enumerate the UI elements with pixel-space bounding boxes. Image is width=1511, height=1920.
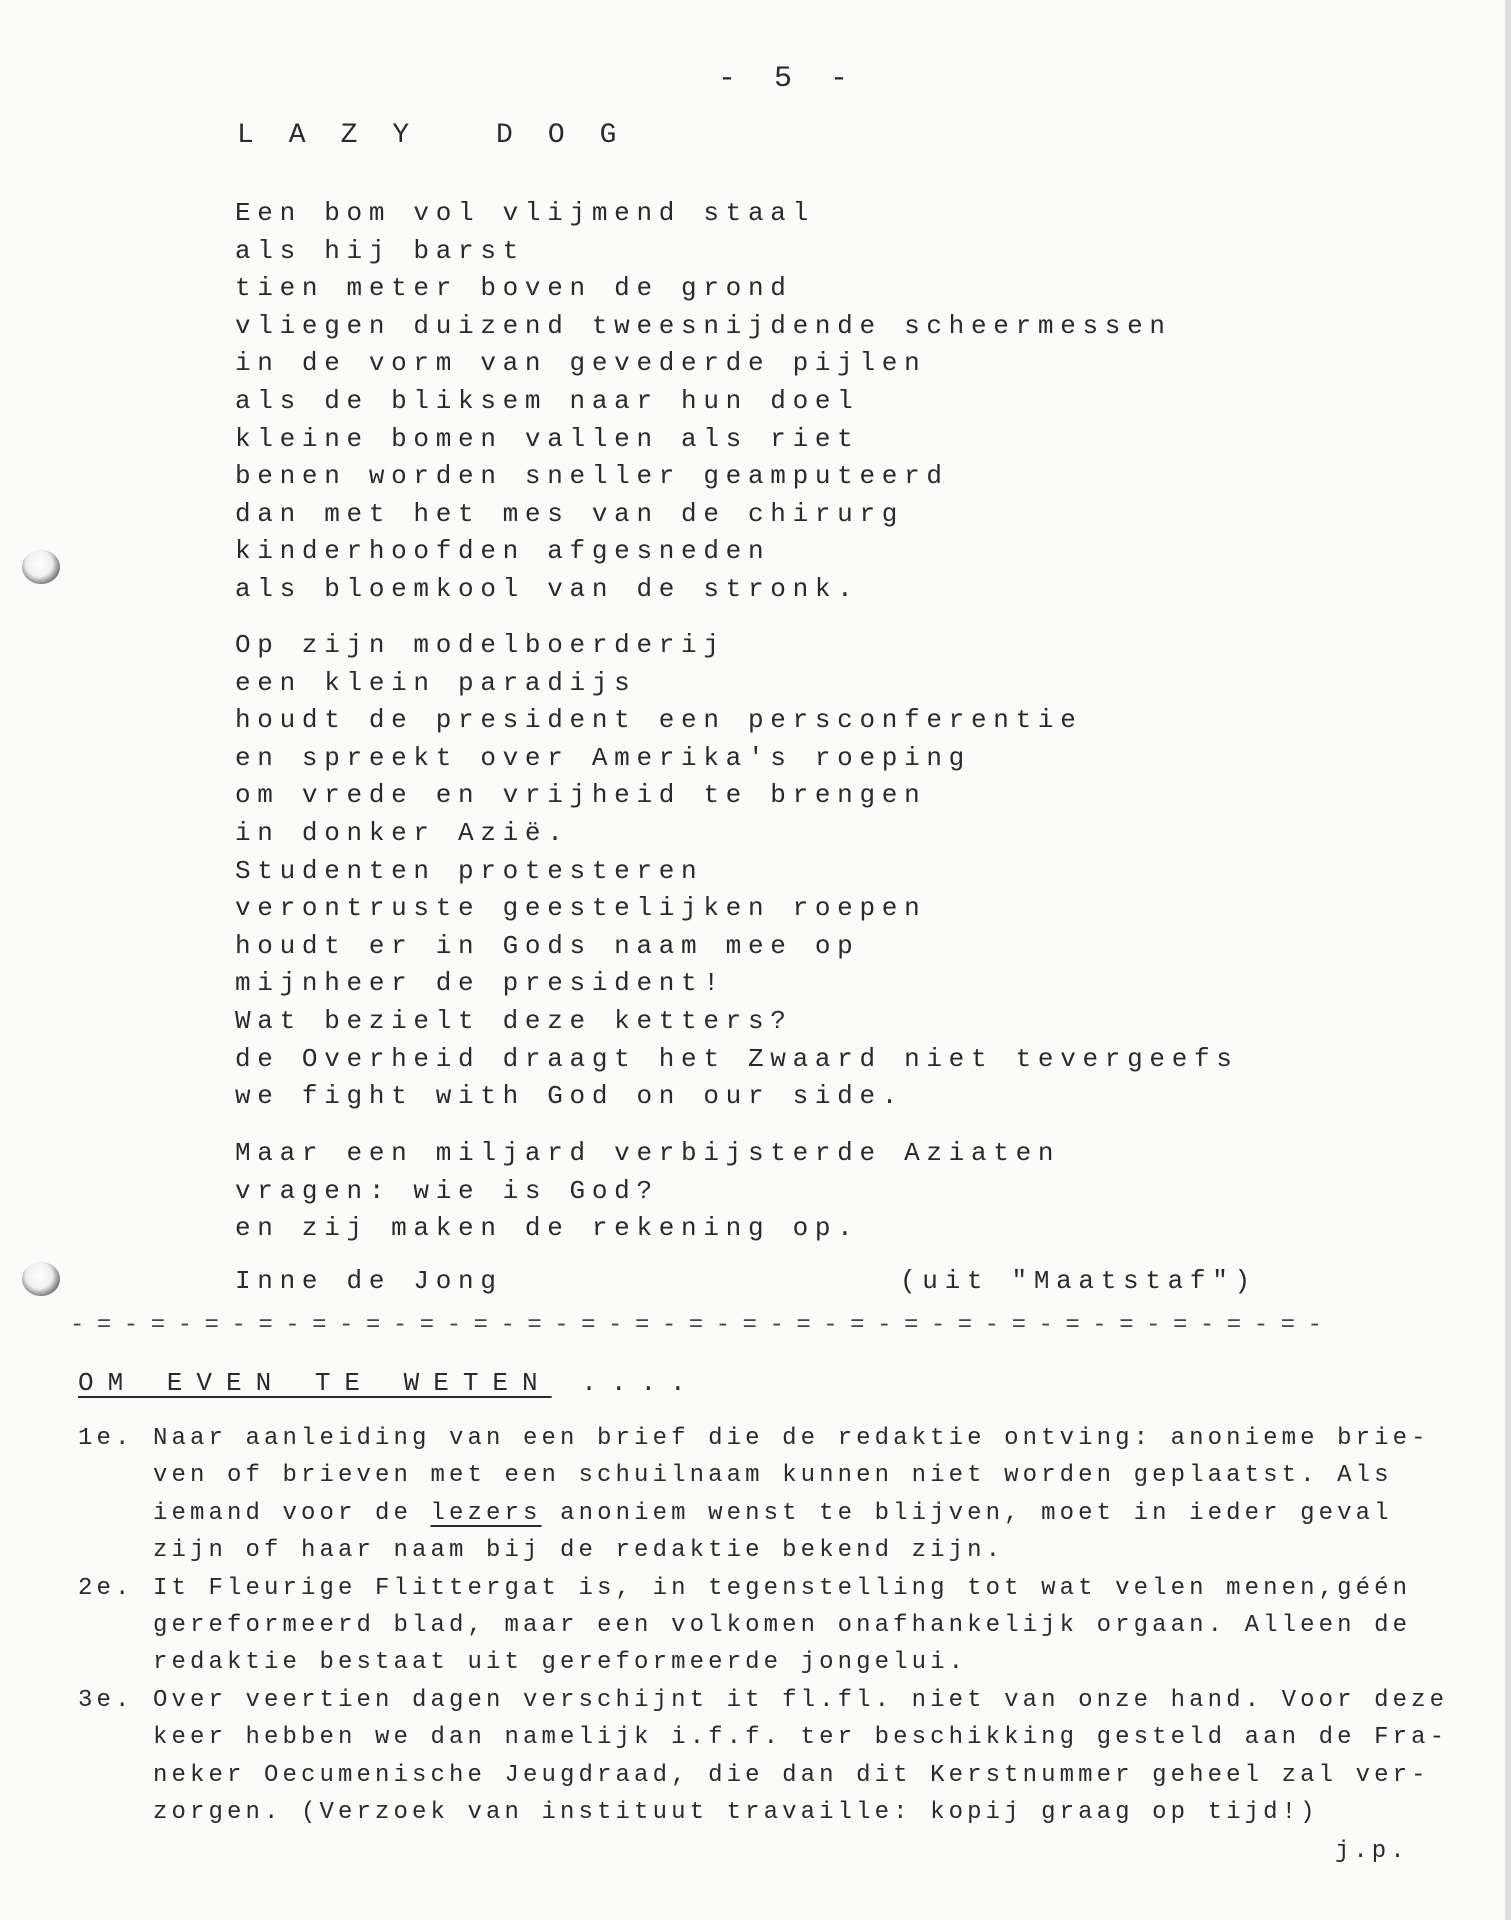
punch-hole [22, 1262, 60, 1296]
notice-list [78, 1420, 1448, 1831]
poem-line: tien meter boven de grond [235, 273, 793, 304]
notice-line: ven of brieven met een schuilnaam kunnen niet worden geplaatst. Als [153, 1462, 1393, 1490]
notice-line: redaktie bestaat uit gereformeerde jongelui. [153, 1649, 968, 1677]
poem-line: om vrede en vrijheid te brengen [235, 780, 927, 811]
poem-line: Studenten protesteren [235, 855, 704, 886]
poem-line: vliegen duizend tweesnijdende scheermessen [235, 310, 1172, 341]
poem-line: we fight with God on our side. [235, 1081, 905, 1112]
poem-line: Maar een miljard verbijsterde Aziaten [235, 1138, 1061, 1168]
poem-line: houdt de president een persconferentie [235, 705, 1083, 736]
notice-line: gereformeerd blad, maar een volkomen onafhankelijk orgaan. Alleen de [153, 1611, 1412, 1639]
notice-line: Naar aanleiding van een brief die de redaktie ontving: anonieme brie- [153, 1425, 1430, 1452]
notice-number: 1e. [78, 1425, 134, 1452]
poem-line: Een bom vol vlijmend staal [235, 198, 815, 228]
notice-item [78, 1570, 1448, 1682]
notice-line: zijn of haar naam bij de redaktie bekend zijn. [153, 1537, 1005, 1565]
poem-line: en zij maken de rekening op. [235, 1213, 860, 1244]
poem-stanza-1 [235, 195, 1172, 609]
poem-line: verontruste geestelijken roepen [235, 893, 927, 924]
notice-number: 3e. [78, 1686, 134, 1714]
poem-line: als bloemkool van de stronk. [235, 573, 860, 604]
notice-line: neker Oecumenische Jeugdraad, die dan dit Kerstnummer geheel zal ver- [153, 1761, 1430, 1789]
page-number: - 5 - [718, 62, 859, 96]
notice-line: iemand voor de lezers anoniem wenst te blijven, moet in ieder geval [153, 1499, 1393, 1527]
notice-line: It Fleurige Flittergat is, in tegenstelling tot wat velen menen,géén [153, 1574, 1412, 1602]
poem-line: benen worden sneller geamputeerd [235, 461, 949, 492]
poem-line: een klein paradijs [235, 667, 637, 698]
poem-line: kleine bomen vallen als riet [235, 423, 860, 454]
section-heading-dots: .... [581, 1368, 700, 1398]
poem-line: dan met het mes van de chirurg [235, 498, 905, 529]
notice-line: keer hebben we dan namelijk i.f.f. ter beschikking gesteld aan de Fra- [153, 1724, 1449, 1752]
poem-source: (uit "Maatstaf") [900, 1266, 1257, 1296]
poem-line: Wat bezielt deze ketters? [235, 1005, 793, 1036]
poem-author: Inne de Jong [235, 1266, 503, 1296]
notice-item [78, 1420, 1448, 1570]
poem-line: in donker Azië. [235, 817, 570, 848]
poem-line: houdt er in Gods naam mee op [235, 930, 860, 961]
notice-item [78, 1682, 1448, 1832]
poem-line: en spreekt over Amerika's roeping [235, 742, 971, 773]
page-edge [1505, 0, 1511, 1920]
poem-stanza-2 [235, 627, 1239, 1116]
poem-line: vragen: wie is God? [235, 1175, 659, 1206]
section-heading-text: OM EVEN TE WETEN [78, 1368, 552, 1398]
poem-line: kinderhoofden afgesneden [235, 536, 771, 567]
poem-title: LAZY DOG [237, 120, 652, 151]
poem-stanza-3 [235, 1135, 1060, 1248]
notice-line: zorgen. (Verzoek van instituut travaille: kopij graag op tijd!) [153, 1798, 1319, 1826]
section-signature: j.p. [1335, 1838, 1409, 1865]
punch-hole [22, 550, 60, 584]
poem-line: Op zijn modelboerderij [235, 630, 726, 660]
poem-line: als de bliksem naar hun doel [235, 385, 860, 416]
underlined-word: lezers [430, 1499, 542, 1527]
section-heading [78, 1368, 700, 1398]
separator-line: -=-=-=-=-=-=-=-=-=-=-=-=-=-=-=-=-=-=-=-=-=-=-=- [70, 1312, 1335, 1339]
poem-line: de Overheid draagt het Zwaard niet tevergeefs [235, 1043, 1239, 1074]
poem-line: als hij barst [235, 235, 525, 266]
poem-line: mijnheer de president! [235, 968, 726, 999]
notice-number: 2e. [78, 1574, 134, 1602]
poem-line: in de vorm van gevederde pijlen [235, 348, 927, 379]
notice-line: Over veertien dagen verschijnt it fl.fl. niet van onze hand. Voor deze [153, 1686, 1449, 1714]
